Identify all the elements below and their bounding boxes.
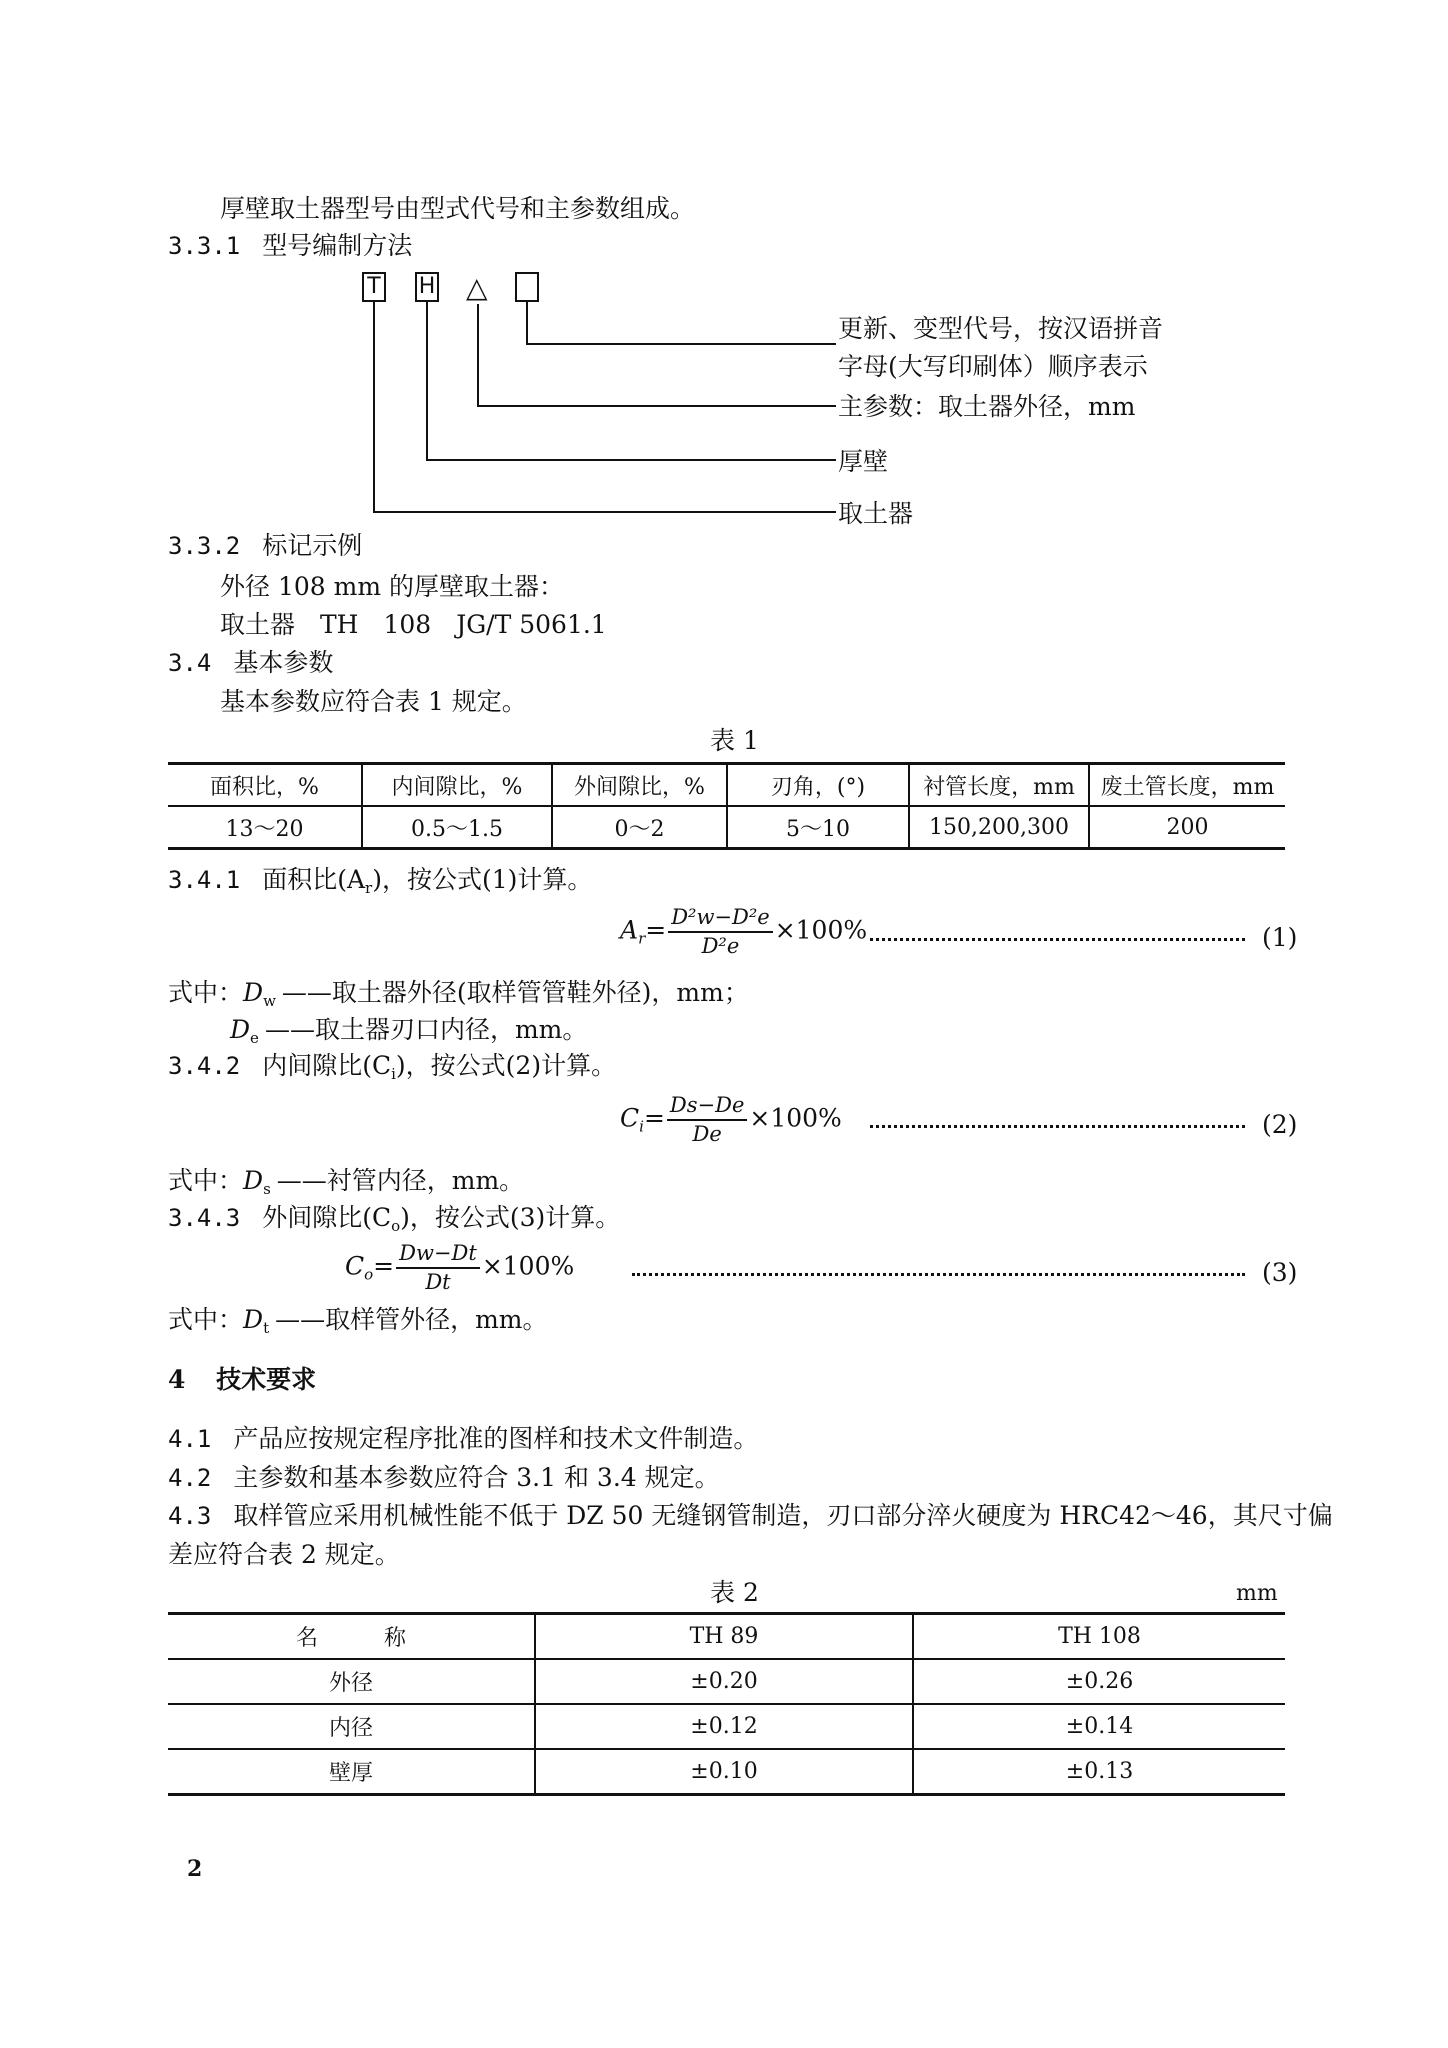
clause-number: 4.1 [168,1425,212,1453]
section-number: 3.3.2 [168,532,241,560]
connector-line [477,405,836,407]
formula-lhs: A [620,915,639,945]
table1-caption: 表 1 [710,726,759,755]
section-3-4-3-heading [168,1205,620,1234]
formula-numerator: Dw−Dt [396,1242,480,1269]
page-number: 2 [187,1856,203,1882]
symbol: D [243,978,264,1007]
table1-header: 内间隙比，% [362,764,552,807]
table1-cell: 150,200,300 [909,806,1089,849]
section-number: 3.4.1 [168,866,241,894]
formula-equals: = [373,1251,395,1281]
where-line-dw [168,980,749,1009]
subscript: w [263,992,276,1010]
subscript: s [263,1180,271,1198]
formula-fraction [668,906,773,958]
symbol-description: ——取土器外径(取样管管鞋外径)，mm； [281,978,749,1007]
marking-example-line1: 外径 108 mm 的厚壁取土器： [220,572,564,601]
table2-row [168,1659,1285,1704]
formula-lhs-sub: r [638,929,646,948]
clause-4-1 [168,1426,758,1451]
table2-unit: mm [1236,1581,1278,1606]
table2-row [168,1704,1285,1749]
formula-equals: = [645,915,667,945]
clause-4-3 [168,1503,1333,1528]
table1-row [168,806,1285,849]
code-box-t: T [362,272,386,302]
symbol-description: ——取土器刃口内径，mm。 [264,1015,588,1044]
label-sampler: 取土器 [838,499,914,528]
formula-3 [345,1242,574,1298]
connector-line [477,304,479,407]
subscript: t [263,1319,270,1337]
formula-fraction [667,1094,747,1146]
table1-header: 外间隙比，% [552,764,727,807]
table1 [168,762,1285,850]
clause-text: 取样管应采用机械性能不低于 DZ 50 无缝钢管制造，刃口部分淬火硬度为 HRC42～46，其尺寸偏 [233,1501,1333,1530]
clause-text: 主参数和基本参数应符合 3.1 和 3.4 规定。 [233,1463,720,1492]
label-update-code-line1: 更新、变型代号，按汉语拼音 [838,314,1164,343]
formula-lhs-sub: o [364,1265,374,1284]
symbol: D [230,1015,251,1044]
formula-lhs-sub: i [639,1117,644,1136]
label-update-code-line2: 字母(大写印刷体）顺序表示 [838,352,1148,381]
connector-line [373,511,836,513]
table1-cell: 13～20 [168,806,362,849]
table2-cell: 外径 [168,1659,535,1704]
table2-cell: 壁厚 [168,1749,535,1795]
table2 [168,1612,1285,1796]
formula-lhs: C [345,1251,365,1281]
formula-denominator: D²e [701,934,740,959]
table1-cell: 0～2 [552,806,727,849]
code-box-h: H [415,272,439,302]
table2-cell: ±0.26 [913,1659,1285,1704]
formula-1 [620,906,867,962]
formula-leader-dots [870,1125,1245,1128]
section-title: 型号编制方法 [262,231,413,260]
clause-number: 4.2 [168,1464,212,1492]
section-number: 3.4 [168,649,212,677]
where-prefix: 式中： [168,1305,244,1334]
section-text: 外间隙比(C [262,1203,392,1232]
intro-text: 厚壁取土器型号由型式代号和主参数组成。 [220,194,696,223]
connector-line [373,302,375,513]
table2-cell: ±0.13 [913,1749,1285,1795]
connector-line [426,459,836,461]
formula-denominator: Dt [425,1270,451,1295]
clause-number: 4.3 [168,1502,212,1530]
symbol: D [243,1305,264,1334]
clause-4-3-continued: 差应符合表 2 规定。 [168,1540,400,1569]
formula-number: (1) [1262,923,1298,952]
table1-header: 废土管长度，mm [1089,764,1285,807]
section-text: 面积比(A [262,865,366,894]
code-box-update [515,272,539,302]
table2-row [168,1749,1285,1795]
table2-cell: ±0.12 [535,1704,913,1749]
subscript: e [250,1029,259,1047]
formula-2 [620,1094,842,1150]
section-3-4-2-heading [168,1053,616,1082]
formula-multiplier: ×100% [774,915,868,945]
section-3-4-1-heading [168,867,592,896]
section-text-tail: )，按公式(3)计算。 [400,1203,621,1232]
where-line-de [230,1017,587,1046]
where-line-ds [168,1168,524,1197]
formula-multiplier: ×100% [749,1103,842,1133]
subscript: r [365,879,373,897]
marking-example-line2: 取土器 TH 108 JG/T 5061.1 [220,610,607,639]
section-4-heading [168,1367,316,1392]
table1-header: 衬管长度，mm [909,764,1089,807]
section-3-4-heading [168,650,333,675]
formula-leader-dots [870,938,1245,941]
table2-header: TH 89 [535,1614,913,1660]
symbol: D [243,1166,264,1195]
where-line-dt [168,1307,548,1336]
table1-cell: 5～10 [727,806,909,849]
code-triangle: △ [466,271,488,304]
connector-line [426,302,428,461]
section-number: 4 [168,1365,186,1394]
where-prefix: 式中： [168,978,244,1007]
where-prefix: 式中： [168,1166,244,1195]
table2-cell: ±0.10 [535,1749,913,1795]
table2-cell: 内径 [168,1704,535,1749]
section-3-3-1-heading [168,233,412,258]
table1-header: 刃角，(°) [727,764,909,807]
table2-header: TH 108 [913,1614,1285,1660]
table1-cell: 0.5～1.5 [362,806,552,849]
symbol-description: ——取样管外径，mm。 [275,1305,548,1334]
subscript: o [391,1217,401,1235]
formula-leader-dots [632,1273,1245,1276]
label-thick-wall: 厚壁 [838,447,889,476]
table1-cell: 200 [1089,806,1285,849]
table2-header: 名 称 [168,1614,535,1660]
formula-lhs: C [620,1103,640,1133]
table1-header-row [168,764,1285,807]
formula-fraction [396,1242,480,1294]
section-3-4-body: 基本参数应符合表 1 规定。 [220,687,527,716]
subscript: i [391,1065,396,1083]
section-number: 3.3.1 [168,232,241,260]
clause-4-2 [168,1465,720,1490]
connector-line [526,343,836,345]
section-number: 3.4.2 [168,1052,241,1080]
clause-text: 产品应按规定程序批准的图样和技术文件制造。 [233,1424,759,1453]
formula-numerator: D²w−D²e [668,906,773,933]
table2-cell: ±0.14 [913,1704,1285,1749]
table1-header: 面积比，% [168,764,362,807]
section-text-tail: )，按公式(1)计算。 [372,865,593,894]
formula-number: (3) [1262,1258,1298,1287]
table2-cell: ±0.20 [535,1659,913,1704]
formula-numerator: Ds−De [667,1094,747,1121]
formula-number: (2) [1262,1110,1298,1139]
connector-line [526,302,528,345]
symbol-description: ——衬管内径，mm。 [276,1166,525,1195]
section-title: 技术要求 [216,1365,317,1394]
table2-caption: 表 2 [710,1578,759,1607]
formula-denominator: De [692,1122,722,1147]
formula-equals: = [643,1103,665,1133]
section-number: 3.4.3 [168,1204,241,1232]
section-title: 标记示例 [262,531,363,560]
section-title: 基本参数 [233,648,334,677]
section-3-3-2-heading [168,533,362,558]
label-main-parameter: 主参数：取土器外径，mm [838,392,1136,421]
table2-header-row [168,1614,1285,1660]
section-text: 内间隙比(C [262,1051,392,1080]
formula-multiplier: ×100% [481,1251,575,1281]
section-text-tail: )，按公式(2)计算。 [395,1051,617,1080]
